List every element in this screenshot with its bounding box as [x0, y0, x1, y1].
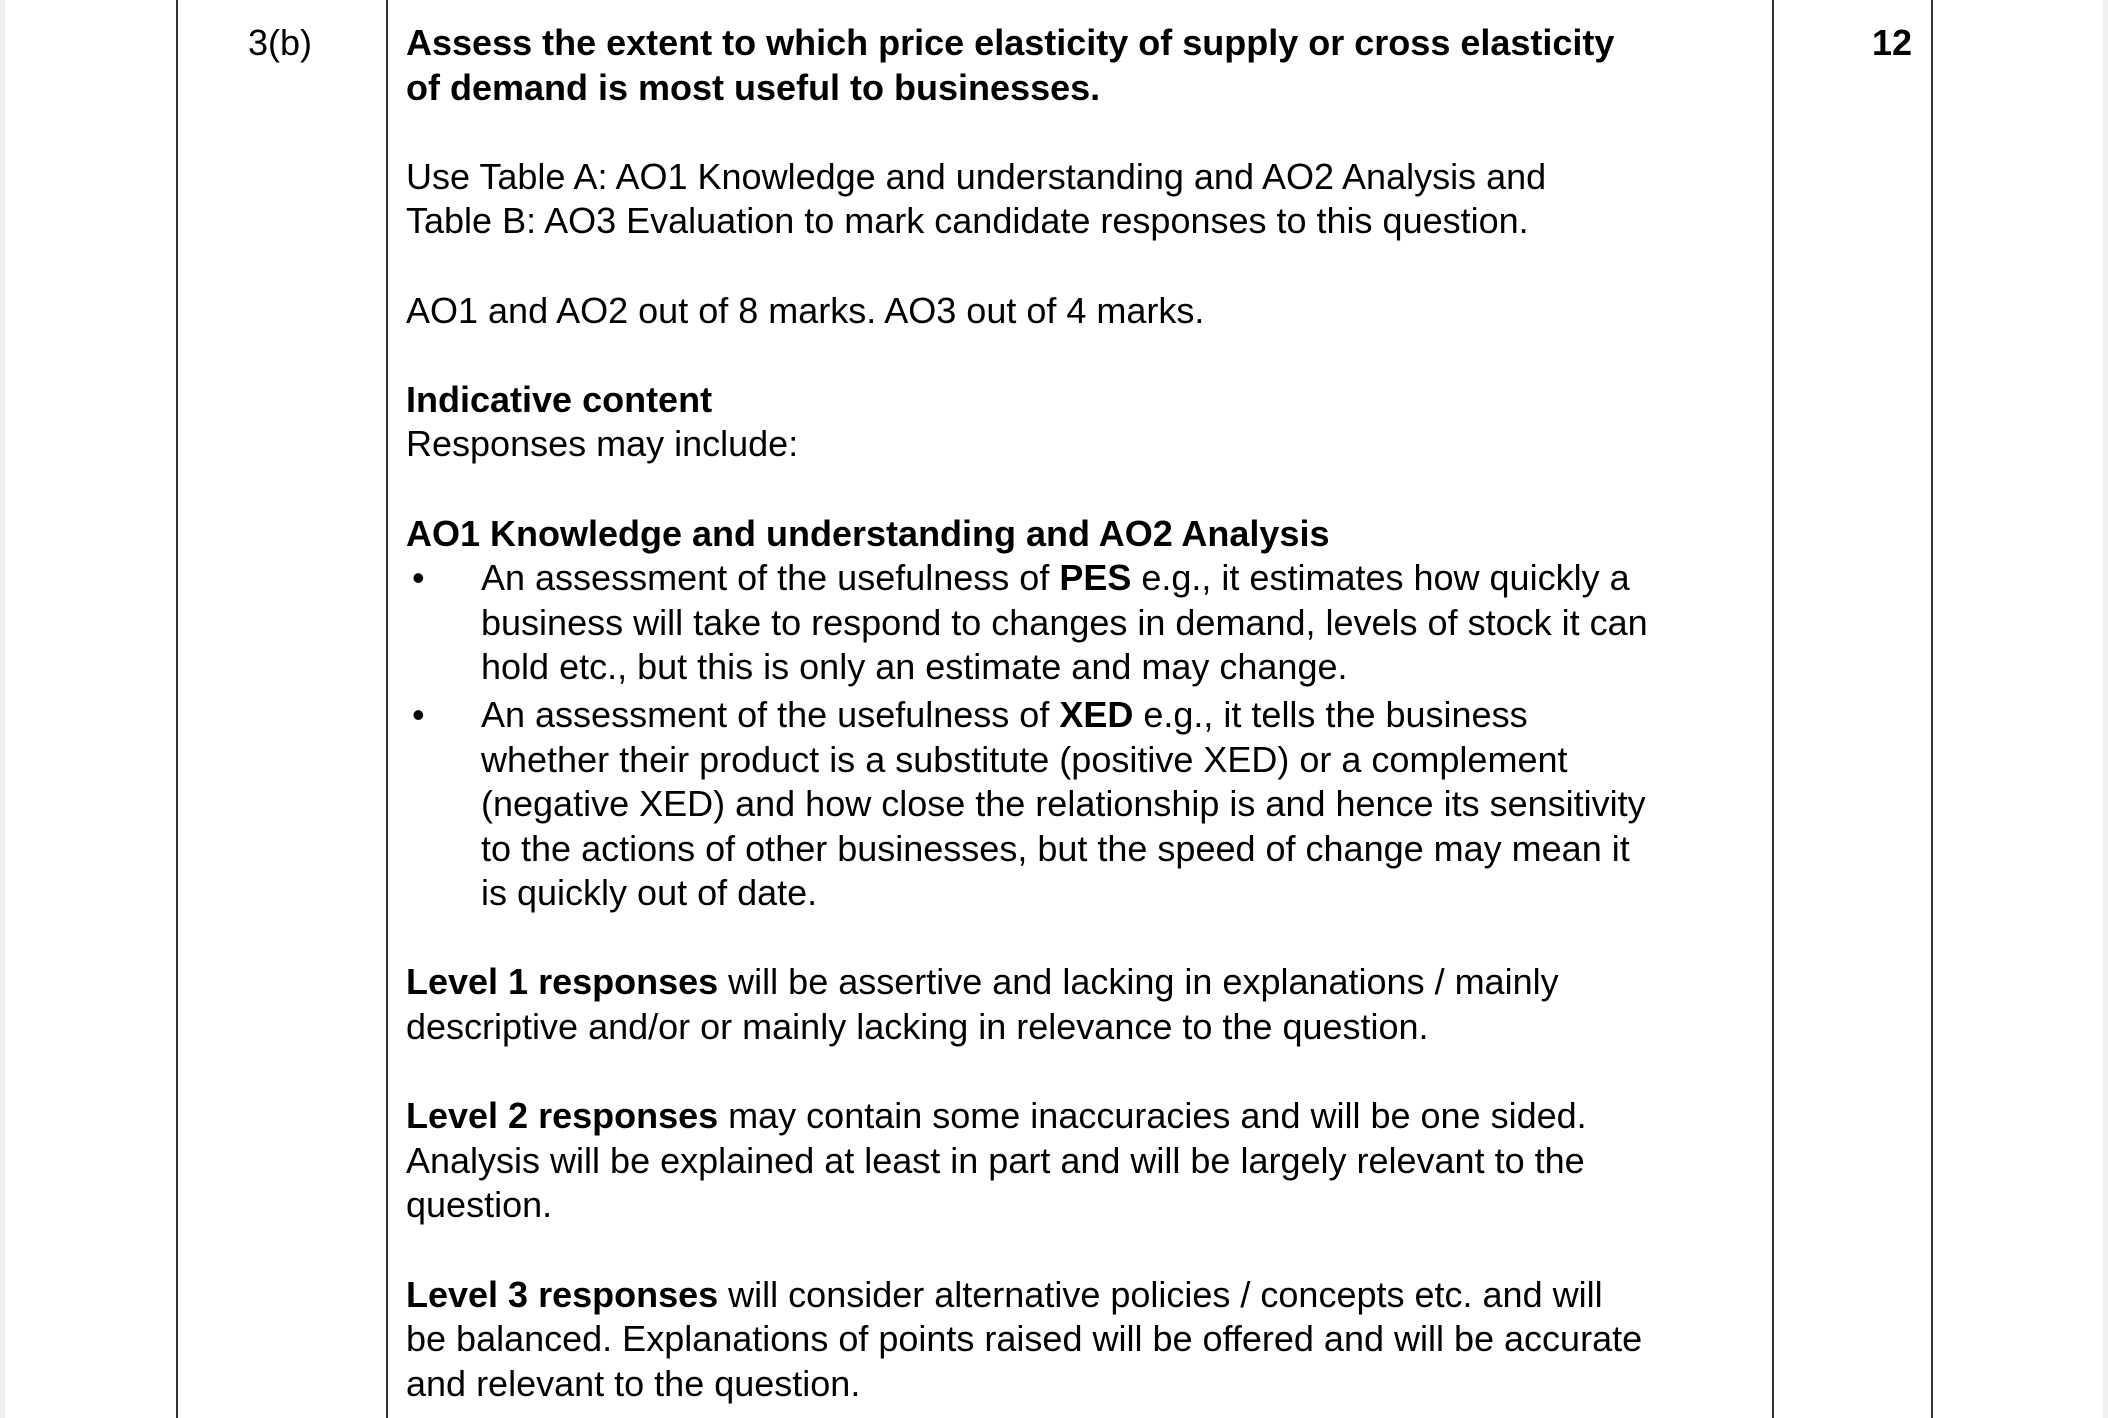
text: and relevant to the question. — [406, 1362, 861, 1404]
term-pes: PES — [1059, 557, 1132, 599]
mark-split: AO1 and AO2 out of 8 marks. AO3 out of 4 marks. — [406, 289, 1205, 331]
ao-heading — [406, 512, 1766, 557]
text: question. — [406, 1184, 553, 1226]
text: descriptive and/or or mainly lacking in relevance to the question. — [406, 1006, 1429, 1048]
text: be balanced. Explanations of points raised will be offered and will be accurate — [406, 1318, 1643, 1360]
text: business will take to respond to changes in demand, levels of stock it can — [481, 601, 1648, 643]
text: hold etc., but this is only an estimate and may change. — [481, 646, 1348, 688]
level-3-descriptor — [406, 1273, 1766, 1407]
bullet-icon: • — [412, 557, 425, 599]
question-text — [406, 66, 1766, 111]
question-text — [406, 21, 1766, 66]
indicative-heading — [406, 378, 1766, 423]
level-label: Level 3 responses — [406, 1273, 719, 1315]
table-border — [1931, 0, 1933, 1418]
text: e.g., it tells the business — [1133, 693, 1528, 735]
bullet-item-xed — [406, 693, 1766, 916]
text: e.g., it estimates how quickly a — [1131, 557, 1630, 599]
table-border — [386, 0, 388, 1418]
text: is quickly out of date. — [481, 872, 818, 914]
level-label: Level 1 responses — [406, 961, 719, 1003]
text: An assessment of the usefulness of — [481, 557, 1060, 599]
instruction-line: Table B: AO3 Evaluation to mark candidate responses to this question. — [406, 200, 1529, 242]
level-label: Level 2 responses — [406, 1095, 719, 1137]
text: to the actions of other businesses, but the speed of change may mean it — [481, 827, 1630, 869]
text: (negative XED) and how close the relationship is and hence its sensitivity — [481, 783, 1646, 825]
guidance-content — [406, 21, 1766, 1406]
table-border — [1772, 0, 1774, 1418]
bullet-item-pes — [406, 556, 1766, 690]
text: An assessment of the usefulness of — [481, 693, 1060, 735]
level-2-descriptor — [406, 1094, 1766, 1228]
text: whether their product is a substitute (positive XED) or a complement — [481, 738, 1568, 780]
question-line: of demand is most useful to businesses. — [406, 66, 1101, 108]
text: may contain some inaccuracies and will be one sided. — [718, 1095, 1587, 1137]
question-number: 3(b) — [248, 22, 313, 63]
level-1-descriptor — [406, 960, 1766, 1049]
text: will consider alternative policies / concepts etc. and will — [718, 1273, 1603, 1315]
question-line: Assess the extent to which price elasticity of supply or cross elasticity — [406, 22, 1615, 63]
heading-text: Indicative content — [406, 378, 713, 420]
term-xed: XED — [1059, 693, 1134, 735]
text: Analysis will be explained at least in part and will be largely relevant to the — [406, 1139, 1585, 1181]
responses-intro: Responses may include: — [406, 423, 799, 465]
text: will be assertive and lacking in explanations / mainly — [718, 961, 1559, 1003]
marks-total: 12 — [1872, 22, 1913, 63]
instruction-line: Use Table A: AO1 Knowledge and understanding and AO2 Analysis and — [406, 155, 1547, 197]
bullet-icon: • — [412, 693, 425, 735]
heading-text: AO1 Knowledge and understanding and AO2 Analysis — [406, 512, 1330, 554]
table-border — [176, 0, 178, 1418]
